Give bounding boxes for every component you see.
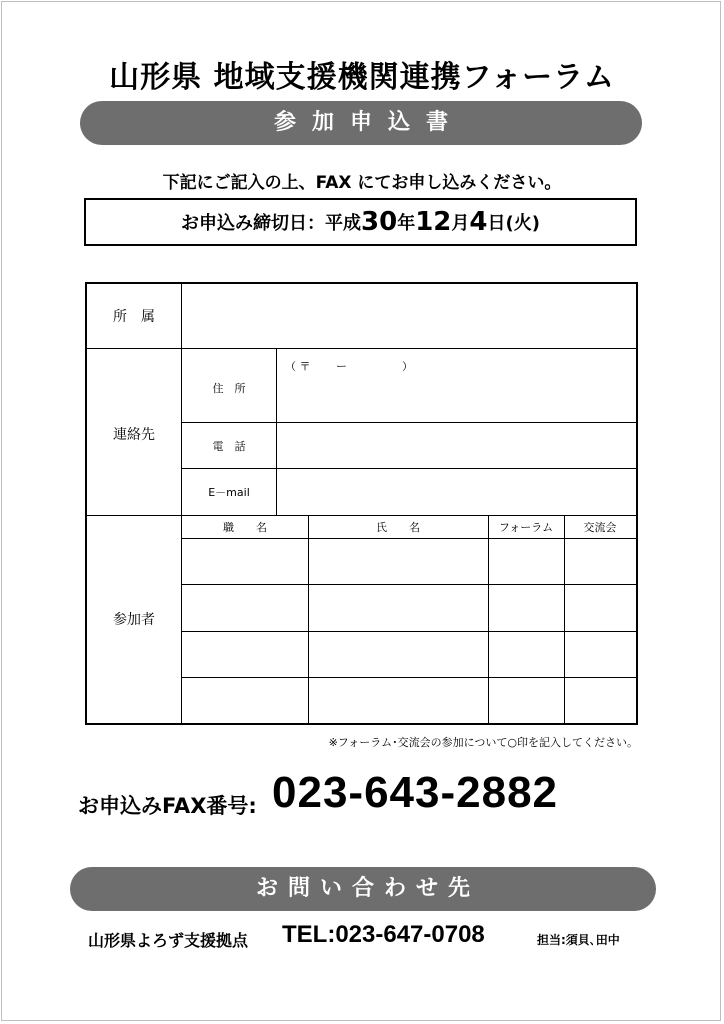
participant-row-1[interactable] (182, 539, 636, 584)
phone-field[interactable] (277, 423, 636, 468)
contact-phone: TEL:023-647-0708 (282, 921, 485, 948)
instruction-text: 下記にご記入の上、FAX にてお申し込みください。 (162, 173, 562, 193)
deadline-month-unit: 月 (451, 213, 470, 234)
application-form-table (85, 282, 638, 725)
column-header-name: 氏 名 (376, 521, 420, 534)
deadline-box (84, 198, 637, 246)
participant-row-3[interactable] (182, 632, 636, 677)
phone-label: 電 話 (212, 440, 246, 453)
contact-organization: 山形県よろず支援拠点 (88, 931, 249, 950)
participant-row-2[interactable] (182, 585, 636, 631)
participants-label: 参加者 (113, 612, 155, 628)
deadline-day-unit: 日 (487, 213, 506, 234)
address-postal-prefix: （ 〒 ー ） (285, 360, 413, 373)
page-title: 山形県 地域支援機関連携フォーラム (109, 60, 615, 95)
affiliation-field[interactable] (182, 284, 636, 348)
form-banner: 参加申込書 (80, 101, 642, 145)
email-field[interactable] (277, 469, 636, 515)
deadline-weekday: (火) (505, 213, 540, 234)
fax-label: お申込みFAX番号: (78, 794, 257, 818)
column-header-reception: 交流会 (583, 521, 617, 534)
fax-number: 023-643-2882 (272, 768, 559, 817)
column-header-forum: フォーラム (498, 521, 554, 534)
address-label: 住 所 (212, 382, 246, 395)
inquiry-banner: お問い合わせ先 (70, 867, 656, 911)
address-field[interactable] (277, 349, 636, 422)
deadline-month: 12 (415, 207, 452, 237)
participant-row-4[interactable] (182, 678, 636, 723)
deadline-prefix: お申込み締切日：平成 (181, 213, 362, 234)
deadline-day: 4 (469, 207, 488, 237)
deadline-year: 30 (361, 207, 398, 237)
deadline-year-unit: 年 (397, 213, 416, 234)
contact-person: 担当:須貝､田中 (537, 933, 620, 947)
column-header-position: 職 名 (223, 521, 267, 534)
attendance-note: ※フォーラム･交流会の参加について○印を記入してください。 (328, 736, 638, 749)
divider-contact (87, 515, 636, 516)
email-label: E－mail (208, 486, 250, 499)
affiliation-label: 所 属 (113, 309, 155, 325)
contact-label: 連絡先 (113, 427, 155, 443)
